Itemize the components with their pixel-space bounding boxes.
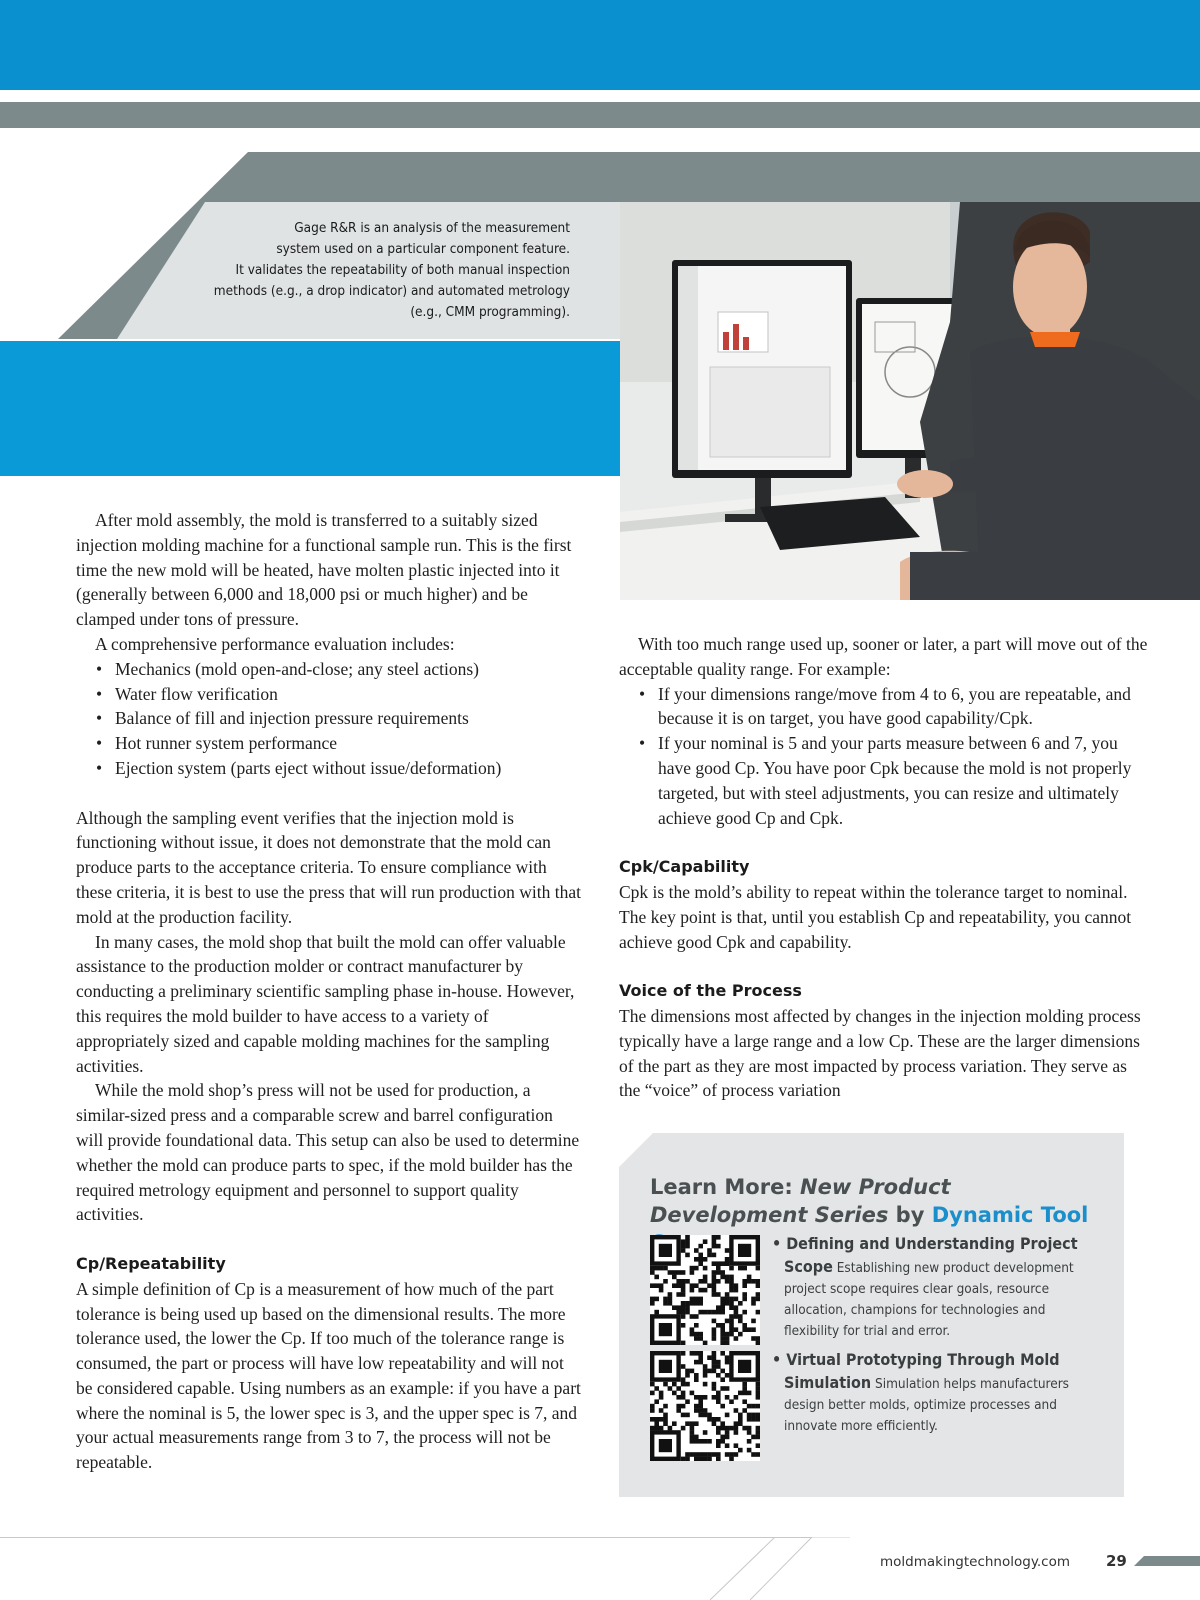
qr-code-icon[interactable] (650, 1235, 760, 1345)
body-paragraph: With too much range used up, sooner or later, a part will move out of the acceptable quality range. For example: (619, 634, 1148, 679)
body-paragraph: A simple definition of Cp is a measurement of how much of the part tolerance is being used up based on the dimensional results. The more tolerance used, the lower the Cp. If too much of the tolerance range is consumed, the part or process will have low repeatability and will not be considered capable. Using numbers as an example: if you have a part where the nominal is 5, the lower spec is 3, and the upper spec is 7, and your actual measurements range from 3 to 7, the process will not be repeatable. (76, 1278, 581, 1473)
top-blue-band (0, 0, 1200, 90)
section-heading-cp: Cp/Repeatability (76, 1253, 226, 1273)
list-item: • Water flow verification (95, 682, 581, 707)
list-item: • Ejection system (parts eject without issue/deformation) (95, 756, 581, 781)
learn-item-title[interactable]: • Defining and Understanding Project Scope (772, 1234, 1078, 1276)
list-item: • Balance of fill and injection pressure requirements (95, 706, 581, 731)
section-heading-cpk: Cpk/Capability (619, 857, 750, 877)
qr-code-icon[interactable] (650, 1351, 760, 1461)
top-grey-band (0, 102, 1200, 128)
learn-more-series: New Product Development Series (650, 1175, 951, 1227)
body-paragraph: After mold assembly, the mold is transferred to a suitably sized injection molding machine for a functional sample run. This is the first time the new mold will be heated, have molten plastic injected into it (generally between 6,000 and 18,000 psi or much higher) and be clamped under tons of pressure. (76, 510, 572, 630)
list-item: • Hot runner system performance (95, 731, 581, 756)
technician-photo (620, 202, 1200, 600)
left-column (76, 508, 581, 1475)
body-paragraph: Cpk is the mold’s ability to repeat within the tolerance target to nominal. The key point is that, until you establish Cp and repeatability, you cannot achieve good Cpk and capability. (619, 881, 1132, 952)
list-item: • If your dimensions range/move from 4 to 6, you are repeatable, and because it is on target, you have good capability/Cpk. (638, 682, 1149, 732)
photo-illustration (620, 202, 1200, 600)
body-paragraph: A comprehensive performance evaluation includes: (95, 633, 455, 654)
learn-item-desc: Simulation helps manufacturers design better molds, optimize processes and innovate more efficiently. (784, 1376, 1070, 1434)
evaluation-list (76, 657, 581, 781)
section-heading-voice: Voice of the Process (619, 981, 802, 1001)
learn-item-title[interactable]: • Virtual Prototyping Through Mold Simulation (772, 1350, 1060, 1392)
page-number: 29 (1106, 1552, 1127, 1570)
caption-line: Gage R&R is an analysis of the measurement (294, 220, 570, 236)
learn-item-project-scope (772, 1233, 1082, 1342)
body-paragraph: In many cases, the mold shop that built the mold can offer valuable assistance to the production molder or contract manufacturer by conducting a preliminary scientific sampling phase in-house. However, this requires the mold builder to have access to a variety of appropriately sized and capable molding machines for the sampling activities. (76, 931, 575, 1076)
footer-rule (0, 1537, 812, 1538)
caption-line: (e.g., CMM programming). (410, 304, 570, 320)
right-column (619, 632, 1149, 1103)
body-paragraph: Although the sampling event verifies that the injection mold is functioning without issue, it does not demonstrate that the mold can produce parts to the acceptance criteria. To ensure compliance with these criteria, it is best to use the press that will run production with that mold at the production facility. (76, 807, 581, 927)
learn-more-by: by (888, 1203, 932, 1227)
footer-decoration (700, 1537, 850, 1600)
blue-accent-block (0, 341, 620, 476)
footer-accent-bar (1134, 1556, 1200, 1566)
learn-item-desc: Establishing new product development project scope requires clear goals, resource allocation, champions for technologies and flexibility for trial and error. (784, 1260, 1074, 1339)
caption-line: It validates the repeatability of both manual inspection (235, 262, 570, 278)
learn-more-box (619, 1133, 1124, 1497)
body-paragraph: The dimensions most affected by changes in the injection molding process typically have a large range and a low Cp. These are the larger dimensions of the part as they are most impacted by process variation. They serve as the “voice” of process variation (619, 1005, 1141, 1101)
learn-more-brand: Dynamic Tool (931, 1203, 1089, 1227)
example-list (619, 682, 1149, 831)
list-item: • Mechanics (mold open-and-close; any steel actions) (95, 657, 581, 682)
caption-line: system used on a particular component feature. (276, 241, 570, 257)
footer-url[interactable]: moldmakingtechnology.com (880, 1554, 1071, 1570)
photo-caption (150, 218, 570, 323)
caption-line: methods (e.g., a drop indicator) and automated metrology (213, 283, 570, 299)
learn-item-mold-simulation (772, 1349, 1082, 1437)
list-item: • If your nominal is 5 and your parts measure between 6 and 7, you have good Cp. You have poor Cpk because the mold is not properly targeted, but with steel adjustments, you can resize and ultimately achieve good Cp and Cpk. (638, 731, 1149, 830)
learn-more-prefix: Learn More: (650, 1175, 801, 1199)
body-paragraph: While the mold shop’s press will not be used for production, a similar-sized press and a comparable screw and barrel configuration will provide foundational data. This setup can also be used to determine whether the mold can produce parts to spec, if the mold builder has the required metrology equipment and personnel to support quality activities. (76, 1080, 580, 1225)
